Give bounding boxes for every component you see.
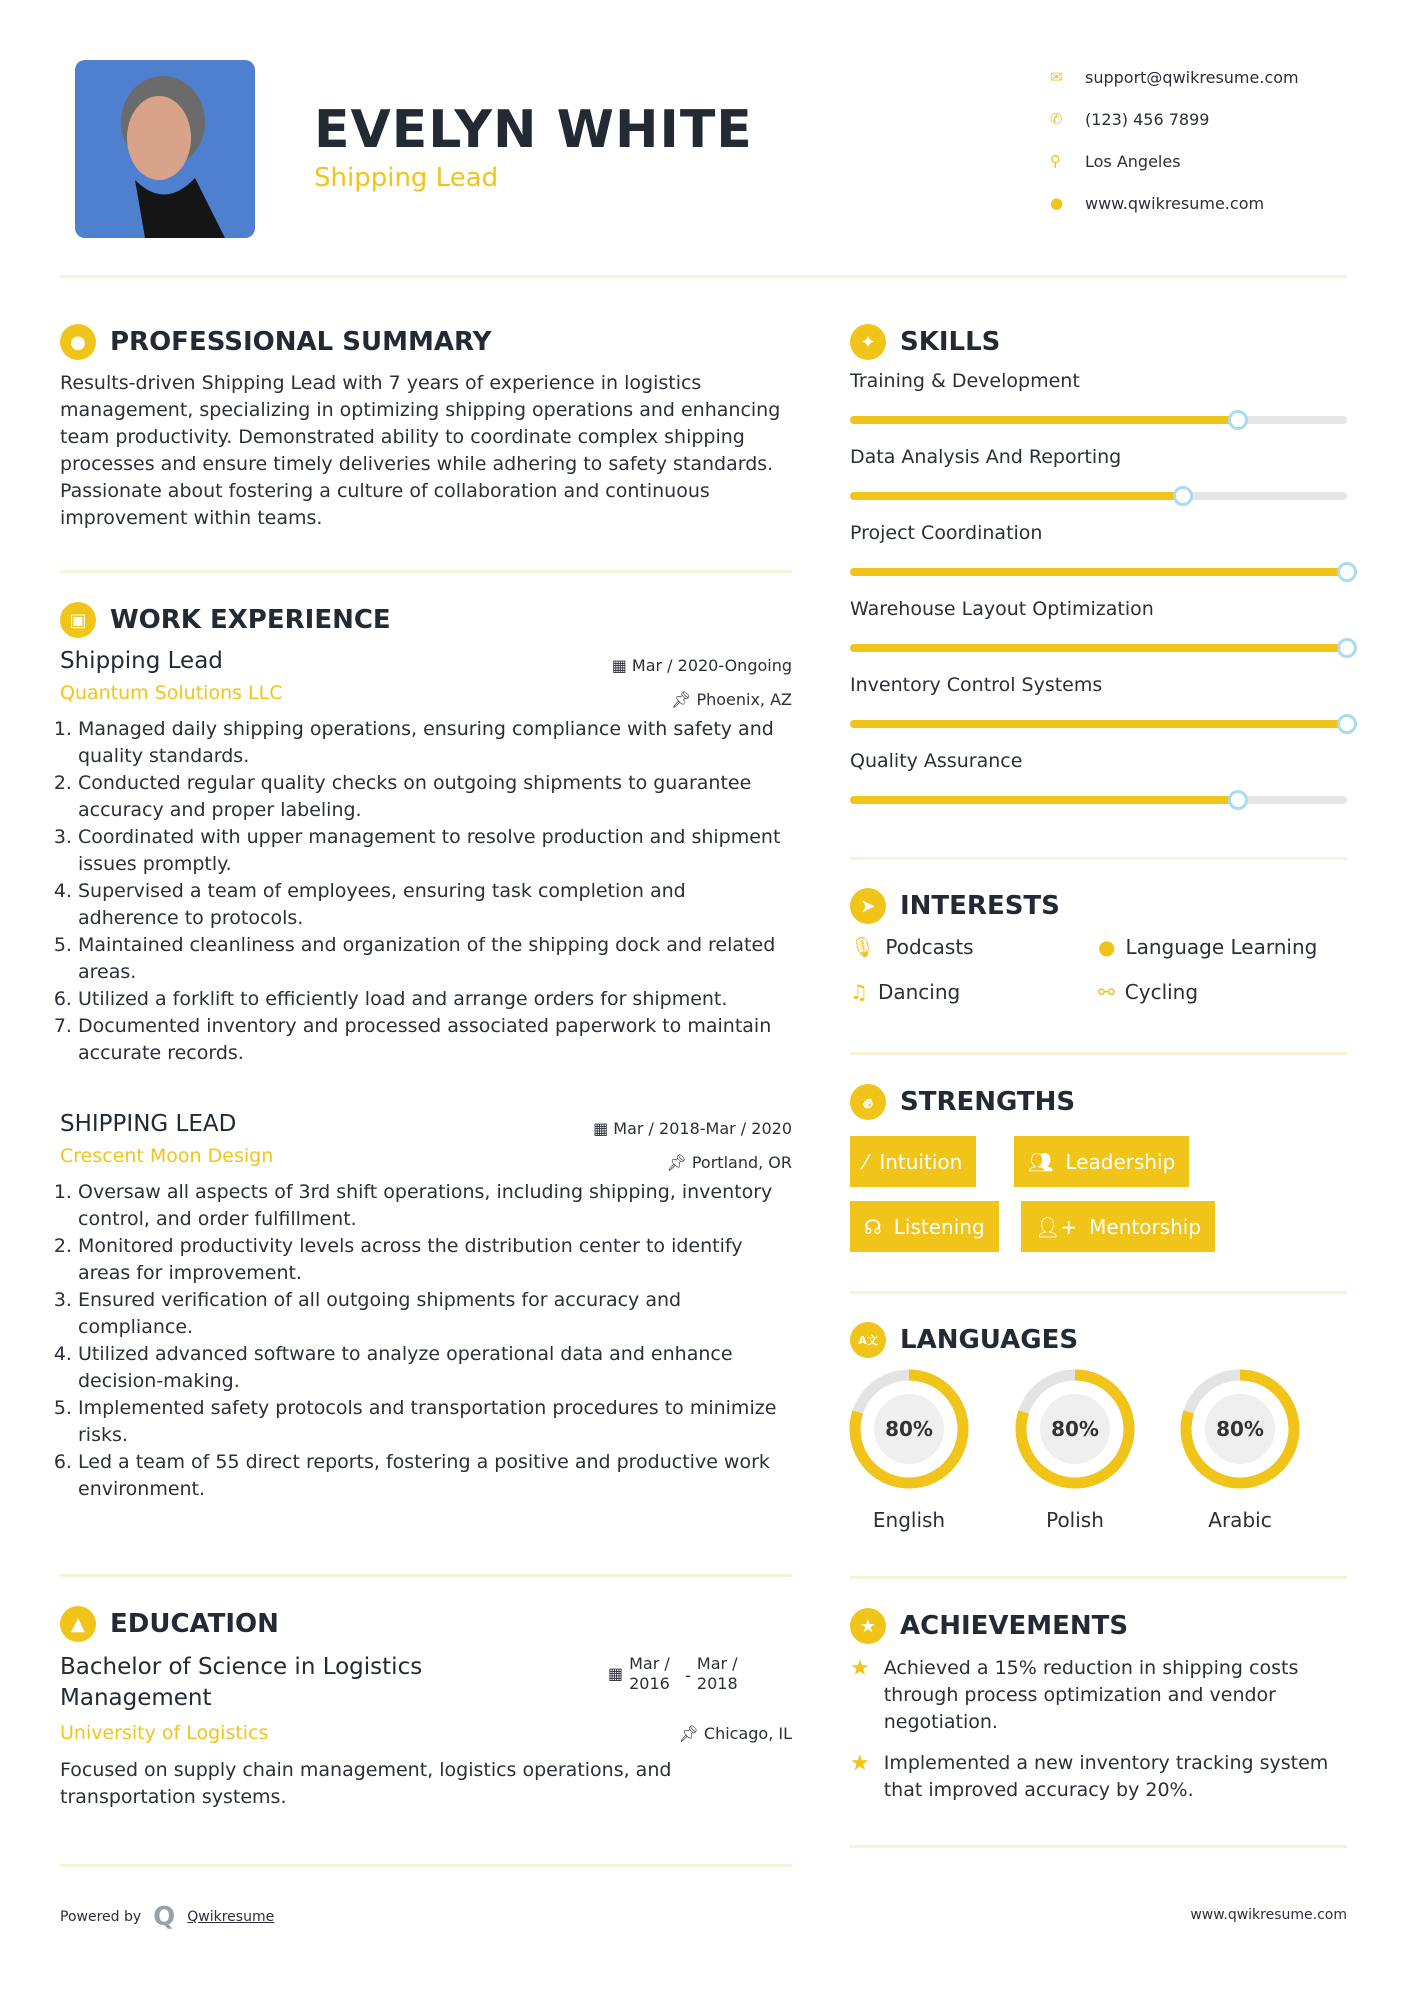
language-ring — [1179, 1368, 1301, 1490]
magic-wand-icon: ⁄ — [864, 1149, 868, 1174]
section-heading-skills — [850, 324, 1000, 360]
interest-label: Cycling — [1124, 980, 1199, 1004]
interest-label: Dancing — [877, 980, 961, 1004]
translate-icon: A文 — [850, 1322, 886, 1358]
calendar-icon: ▦ — [608, 1664, 624, 1683]
header-divider — [60, 275, 1347, 278]
headphones-icon: ☊ — [864, 1214, 882, 1239]
language-ring — [1014, 1368, 1136, 1490]
dates-text: Mar / 2020-Ongoing — [631, 656, 792, 675]
dates-text: Mar / 2018-Mar / 2020 — [613, 1119, 792, 1138]
music-icon: ♫ — [850, 980, 868, 1004]
language-percent: 80% — [885, 1417, 933, 1441]
skill-level-knob — [1173, 486, 1193, 506]
contact-text: www.qwikresume.com — [1085, 193, 1265, 213]
skill-bar-fill — [850, 796, 1238, 804]
job-title: SHIPPING LEAD — [60, 1111, 237, 1137]
map-pin-icon: ⚲ — [1050, 152, 1061, 170]
section-title: PROFESSIONAL SUMMARY — [110, 327, 492, 357]
list-item: 3. Coordinated with upper management to resolve production and shipment issues promptly. — [78, 824, 792, 878]
qwikresume-logo-icon: Q — [153, 1902, 176, 1932]
interest-item — [1098, 980, 1198, 1004]
contact-list — [1050, 56, 1299, 224]
skill-bar — [850, 416, 1347, 424]
list-item: 1. Oversaw all aspects of 3rd shift operations, including shipping, inventory control, and order fulfillment. — [78, 1179, 792, 1233]
contact-text: support@qwikresume.com — [1085, 67, 1299, 87]
section-divider — [60, 1574, 792, 1577]
globe-icon: ● — [1098, 935, 1116, 959]
section-title: EDUCATION — [110, 1609, 279, 1639]
skill-bar — [850, 796, 1347, 804]
contact-website[interactable] — [1050, 182, 1299, 224]
education-dates — [608, 1654, 747, 1694]
strength-chip — [850, 1136, 976, 1187]
job-location — [671, 690, 792, 709]
section-divider — [60, 570, 792, 573]
skill-level-knob — [1228, 410, 1248, 430]
job-title: Shipping Lead — [60, 648, 223, 674]
list-item: 2. Conducted regular quality checks on outgoing shipments to guarantee accuracy and proper labeling. — [78, 770, 792, 824]
star-icon: ★ — [850, 1656, 870, 1681]
language-item — [1014, 1368, 1136, 1532]
pin-icon: 📌︎ — [678, 1724, 704, 1743]
skill-bar-fill — [850, 644, 1347, 652]
job-dates — [612, 656, 792, 675]
section-title: SKILLS — [900, 327, 1001, 357]
contact-text: Los Angeles — [1085, 151, 1181, 171]
achievement-text: Achieved a 15% reduction in shipping costs through process optimization and vendor negotiation. — [883, 1657, 1299, 1733]
group-icon: 👥︎ — [1028, 1149, 1054, 1174]
interest-label: Podcasts — [885, 935, 974, 959]
profile-photo — [75, 60, 255, 238]
list-item: 2. Monitored productivity levels across the distribution center to identify areas for improvement. — [78, 1233, 792, 1287]
job-duties — [60, 1179, 792, 1503]
language-percent: 80% — [1216, 1417, 1264, 1441]
section-heading-summary — [60, 324, 491, 360]
skill-label: Warehouse Layout Optimization — [850, 598, 1154, 620]
list-item: 4. Utilized advanced software to analyze operational data and enhance decision-making. — [78, 1341, 792, 1395]
section-heading-work — [60, 602, 391, 638]
list-item: 1. Managed daily shipping operations, ensuring compliance with safety and quality standards. — [78, 716, 792, 770]
school-name: University of Logistics — [60, 1722, 269, 1744]
skill-bar-fill — [850, 720, 1347, 728]
job-duties — [60, 716, 792, 1067]
job-entry — [60, 648, 792, 1067]
skill-bar — [850, 492, 1347, 500]
skill-bar-fill — [850, 568, 1347, 576]
footer-website[interactable]: www.qwikresume.com — [1190, 1907, 1347, 1923]
section-heading-achievements — [850, 1608, 1128, 1644]
date-separator: - — [685, 1666, 691, 1685]
strength-label: Leadership — [1065, 1149, 1176, 1174]
strength-label: Intuition — [879, 1149, 963, 1174]
skill-level-knob — [1337, 638, 1357, 658]
job-entry — [60, 1111, 792, 1503]
language-percent: 80% — [1051, 1417, 1099, 1441]
strength-label: Mentorship — [1089, 1214, 1202, 1239]
skill-label: Project Coordination — [850, 522, 1043, 544]
list-item: 4. Supervised a team of employees, ensuring task completion and adherence to protocols. — [78, 878, 792, 932]
section-divider — [850, 1576, 1347, 1579]
section-title: INTERESTS — [900, 891, 1060, 921]
list-item: 7. Documented inventory and processed associated paperwork to maintain accurate records. — [78, 1013, 792, 1067]
interest-item — [850, 935, 974, 959]
pin-icon: 📌︎ — [666, 1153, 692, 1172]
achievement-item — [850, 1655, 1350, 1736]
section-divider — [60, 1864, 792, 1867]
achievement-item — [850, 1750, 1350, 1804]
job-dates — [593, 1119, 792, 1138]
contact-text: (123) 456 7899 — [1085, 109, 1210, 129]
achievements-list — [850, 1655, 1350, 1804]
language-item — [1179, 1368, 1301, 1532]
user-plus-icon: 👤︎+ — [1035, 1214, 1078, 1239]
degree-title: Bachelor of Science in Logistics Management — [60, 1654, 423, 1711]
candidate-role: Shipping Lead — [314, 163, 499, 193]
company-name: Quantum Solutions LLC — [60, 682, 283, 704]
candidate-name: EVELYN WHITE — [314, 100, 753, 160]
briefcase-icon: ▣ — [60, 602, 96, 638]
section-divider — [850, 1291, 1347, 1294]
summary-text: Results-driven Shipping Lead with 7 years of experience in logistics management, specializing in optimizing shipping operations and enhancing team productivity. Demonstrated ability to coordinate complex shipping processes and ensure timely deliveries while adhering to safety standards. Passionate about fostering a culture of collaboration and continuous improvement within teams. — [60, 372, 781, 529]
list-item: 5. Maintained cleanliness and organization of the shipping dock and related areas. — [78, 932, 792, 986]
envelope-icon: ✉ — [1050, 68, 1063, 86]
section-heading-education — [60, 1606, 279, 1642]
section-divider — [850, 1845, 1347, 1848]
language-name: Arabic — [1208, 1508, 1272, 1532]
footer-branding — [60, 1902, 274, 1932]
globe-icon: ● — [1050, 194, 1064, 212]
skill-level-knob — [1337, 714, 1357, 734]
strength-chip — [1014, 1136, 1189, 1187]
language-name: Polish — [1046, 1508, 1104, 1532]
section-title: STRENGTHS — [900, 1087, 1076, 1117]
qwikresume-link[interactable]: Qwikresume — [187, 1909, 275, 1925]
star-badge-icon: ★ — [850, 1608, 886, 1644]
interest-item — [850, 980, 960, 1004]
education-location — [678, 1724, 792, 1743]
skill-bar-fill — [850, 492, 1183, 500]
user-icon: ● — [60, 324, 96, 360]
section-divider — [850, 857, 1347, 860]
location-text: Chicago, IL — [703, 1724, 792, 1743]
language-item — [848, 1368, 970, 1532]
skill-bar-fill — [850, 416, 1238, 424]
skill-label: Quality Assurance — [850, 750, 1023, 772]
skill-bar — [850, 644, 1347, 652]
skill-bar — [850, 720, 1347, 728]
section-divider — [850, 1052, 1347, 1055]
location-text: Phoenix, AZ — [696, 690, 792, 709]
strength-chip — [1021, 1201, 1215, 1252]
location-text: Portland, OR — [691, 1153, 792, 1172]
section-title: LANGUAGES — [900, 1325, 1079, 1355]
strength-chip — [850, 1201, 999, 1252]
skill-level-knob — [1337, 562, 1357, 582]
calendar-icon: ▦ — [593, 1119, 614, 1138]
section-heading-interests — [850, 888, 1060, 924]
skill-bar — [850, 568, 1347, 576]
language-name: English — [872, 1508, 946, 1532]
microphone-icon: 🎙︎ — [850, 935, 876, 959]
powered-by-text: Powered by — [60, 1909, 142, 1925]
achievement-text: Implemented a new inventory tracking system that improved accuracy by 20%. — [883, 1752, 1329, 1801]
bicycle-icon: ⚯ — [1098, 980, 1115, 1004]
skill-label: Data Analysis And Reporting — [850, 446, 1122, 468]
contact-email[interactable] — [1050, 56, 1299, 98]
list-item: 6. Led a team of 55 direct reports, fostering a positive and productive work environment. — [78, 1449, 792, 1503]
section-heading-strengths — [850, 1084, 1075, 1120]
lightbulb-icon: ✦ — [850, 324, 886, 360]
language-ring — [848, 1368, 970, 1490]
interest-item — [1098, 935, 1317, 959]
job-location — [666, 1153, 792, 1172]
pin-icon: 📌︎ — [671, 690, 697, 709]
skill-label: Inventory Control Systems — [850, 674, 1103, 696]
fist-icon: ✊︎ — [850, 1084, 886, 1120]
education-description: Focused on supply chain management, logistics operations, and transportation systems. — [60, 1759, 672, 1808]
contact-location — [1050, 140, 1299, 182]
section-title: ACHIEVEMENTS — [900, 1611, 1129, 1641]
list-item: 6. Utilized a forklift to efficiently load and arrange orders for shipment. — [78, 986, 792, 1013]
section-title: WORK EXPERIENCE — [110, 605, 391, 635]
section-heading-languages — [850, 1322, 1078, 1358]
star-icon: ★ — [850, 1751, 870, 1776]
skill-level-knob — [1228, 790, 1248, 810]
company-name: Crescent Moon Design — [60, 1145, 274, 1167]
end-date: Mar / 2018 — [696, 1654, 738, 1693]
graduation-icon: ▲ — [60, 1606, 96, 1642]
interest-label: Language Learning — [1125, 935, 1318, 959]
list-item: 5. Implemented safety protocols and transportation procedures to minimize risks. — [78, 1395, 792, 1449]
skill-label: Training & Development — [850, 370, 1080, 392]
contact-phone[interactable] — [1050, 98, 1299, 140]
start-date: Mar / 2016 — [629, 1654, 670, 1693]
list-item: 3. Ensured verification of all outgoing shipments for accuracy and compliance. — [78, 1287, 792, 1341]
strength-label: Listening — [893, 1214, 985, 1239]
calendar-icon: ▦ — [611, 656, 632, 675]
phone-icon: ✆ — [1050, 110, 1063, 128]
paper-plane-icon: ➤ — [850, 888, 886, 924]
